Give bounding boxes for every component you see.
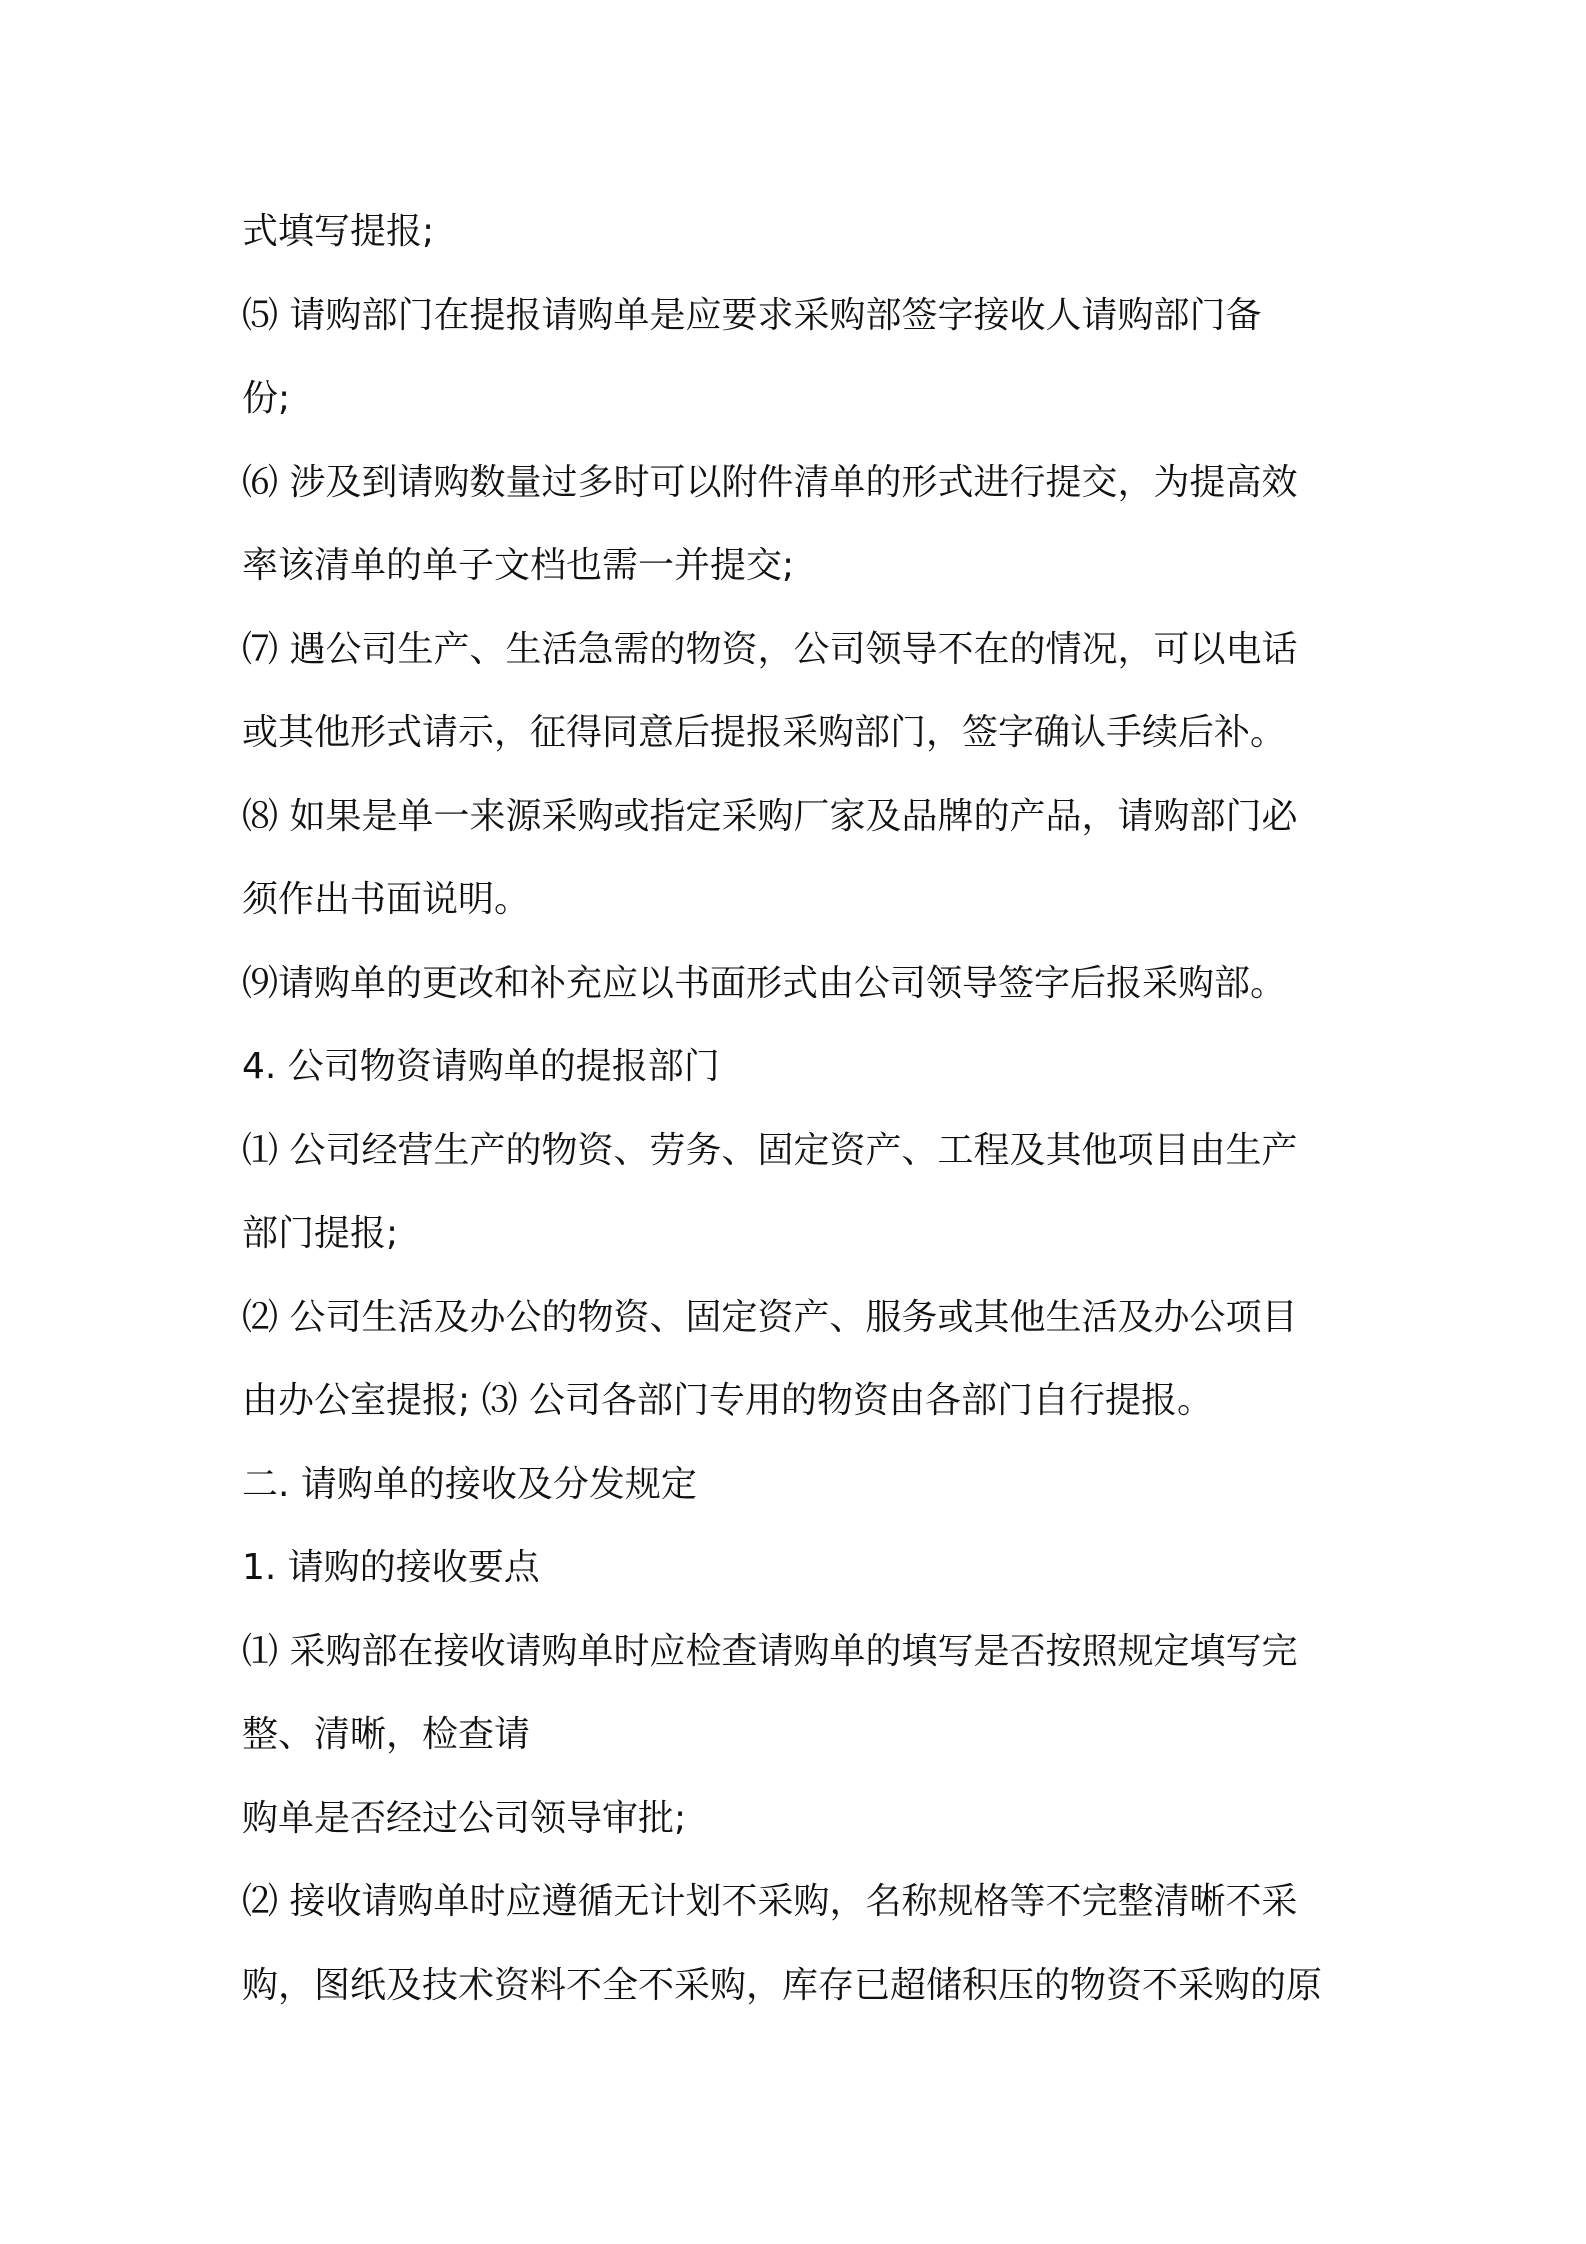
text-line: ⑵ 公司生活及办公的物资、固定资产、服务或其他生活及办公项目	[242, 1296, 1298, 1338]
text-line: ⑹ 涉及到请购数量过多时可以附件清单的形式进行提交，为提高效	[242, 461, 1298, 503]
text-line: 须作出书面说明。	[242, 879, 531, 920]
document-body	[242, 190, 1362, 2027]
text-line: 整、清晰，检查请	[242, 1714, 531, 1755]
section-heading: 4. 公司物资请购单的提报部门	[242, 1046, 720, 1087]
text-line: ⑴ 采购部在接收请购单时应检查请购单的填写是否按照规定填写完	[242, 1630, 1298, 1672]
text-line: 率该清单的单子文档也需一并提交;	[242, 545, 795, 586]
text-line: ⑼请购单的更改和补充应以书面形式由公司领导签字后报采购部。	[242, 962, 1287, 1004]
text-line: ⑻ 如果是单一来源采购或指定采购厂家及品牌的产品，请购部门必	[242, 795, 1298, 837]
text-line: 或其他形式请示，征得同意后提报采购部门，签字确认手续后补。	[242, 712, 1287, 753]
text-line: 购，图纸及技术资料不全不采购，库存已超储积压的物资不采购的原	[242, 1964, 1323, 2006]
text-line: 购单是否经过公司领导审批;	[242, 1797, 687, 1839]
text-line: ⑵ 接收请购单时应遵循无计划不采购，名称规格等不完整清晰不采	[242, 1881, 1298, 1922]
text-line: ⑺ 遇公司生产、生活急需的物资，公司领导不在的情况，可以电话	[242, 628, 1298, 670]
text-line: ⑴ 公司经营生产的物资、劳务、固定资产、工程及其他项目由生产	[242, 1129, 1298, 1171]
subsection-heading: 1. 请购的接收要点	[242, 1547, 540, 1588]
section-heading: 二. 请购单的接收及分发规定	[242, 1463, 697, 1505]
text-line: 式填写提报;	[242, 211, 435, 252]
text-line: 部门提报;	[242, 1213, 399, 1254]
text-line: 份;	[242, 378, 291, 419]
text-line: ⑸ 请购部门在提报请购单是应要求采购部签字接收人请购部门备	[242, 294, 1262, 336]
text-line: 由办公室提报; ⑶ 公司各部门专用的物资由各部门自行提报。	[242, 1380, 1214, 1421]
